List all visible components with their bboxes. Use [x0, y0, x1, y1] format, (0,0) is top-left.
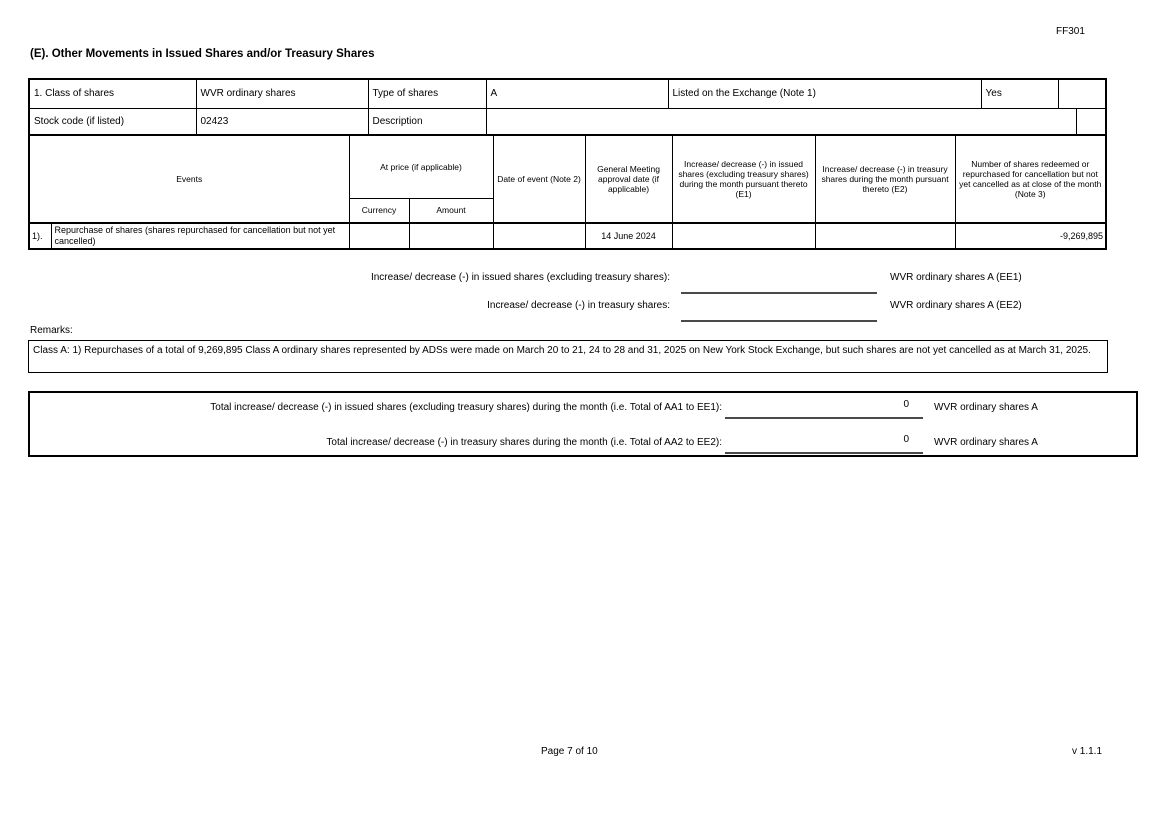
description-value	[486, 108, 1076, 135]
table-row	[29, 108, 1106, 135]
stock-code-value: 02423	[196, 108, 368, 135]
total-treasury-label: Total increase/ decrease (-) in treasury shares during the month (i.e. Total of AA2 to EE2):	[326, 437, 722, 448]
e2-value	[815, 223, 955, 249]
table-row	[29, 79, 1106, 108]
empty-cell	[1058, 79, 1106, 108]
type-of-shares-label: Type of shares	[368, 79, 486, 108]
gm-approval-header: General Meeting approval date (if applicable)	[585, 135, 672, 223]
remarks-text: Class A: 1) Repurchases of a total of 9,269,895 Class A ordinary shares represented by ADSs were made on March 20 to 21, 24 to 28 and 31, 2025 on New York Stock Exchange, but such shares are not yet cancelled as at March 31, 2025.	[28, 340, 1108, 373]
movements-table	[28, 134, 1107, 250]
amount-header: Amount	[409, 198, 493, 223]
e2-header: Increase/ decrease (-) in treasury shares during the month pursuant thereto (E2)	[815, 135, 955, 223]
date-of-event-header: Date of event (Note 2)	[493, 135, 585, 223]
at-price-header: At price (if applicable)	[349, 135, 493, 198]
ee1-value-line	[681, 278, 877, 294]
total-issued-value: 0	[725, 399, 923, 419]
total-issued-share-class: WVR ordinary shares A	[934, 402, 1038, 413]
description-label: Description	[368, 108, 486, 135]
remarks-label: Remarks:	[30, 325, 73, 336]
redeemed-value: -9,269,895	[955, 223, 1106, 249]
totals-box	[28, 391, 1138, 457]
event-number: 1).	[29, 223, 51, 249]
e1-header: Increase/ decrease (-) in issued shares (excluding treasury shares) during the month pursuant thereto (E1)	[672, 135, 815, 223]
form-code: FF301	[1056, 26, 1085, 37]
section-title: (E). Other Movements in Issued Shares and/or Treasury Shares	[30, 48, 375, 60]
ee2-value-line	[681, 306, 877, 322]
ee2-share-class: WVR ordinary shares A (EE2)	[890, 300, 1022, 311]
table-header-row	[29, 135, 1106, 198]
ee1-share-class: WVR ordinary shares A (EE1)	[890, 272, 1022, 283]
page-number: Page 7 of 10	[541, 746, 598, 757]
ee2-label: Increase/ decrease (-) in treasury shares:	[487, 300, 670, 311]
total-issued-label: Total increase/ decrease (-) in issued shares (excluding treasury shares) during the month (i.e. Total of AA1 to EE1):	[210, 402, 722, 413]
ee1-label: Increase/ decrease (-) in issued shares (excluding treasury shares):	[370, 272, 670, 283]
currency-value	[349, 223, 409, 249]
class-of-shares-value: WVR ordinary shares	[196, 79, 368, 108]
gm-approval-value: 14 June 2024	[585, 223, 672, 249]
total-treasury-share-class: WVR ordinary shares A	[934, 437, 1038, 448]
redeemed-header: Number of shares redeemed or repurchased for cancellation but not yet cancelled as at close of the month (Note 3)	[955, 135, 1106, 223]
table-row	[29, 223, 1106, 249]
e1-value	[672, 223, 815, 249]
amount-value	[409, 223, 493, 249]
class-of-shares-label: 1. Class of shares	[29, 79, 196, 108]
date-of-event-value	[493, 223, 585, 249]
stock-code-label: Stock code (if listed)	[29, 108, 196, 135]
listed-on-exchange-label: Listed on the Exchange (Note 1)	[668, 79, 981, 108]
version-label: v 1.1.1	[1072, 746, 1103, 757]
events-header: Events	[29, 135, 349, 223]
event-description: Repurchase of shares (shares repurchased for cancellation but not yet cancelled)	[51, 223, 349, 249]
listed-on-exchange-value: Yes	[981, 79, 1058, 108]
share-info-table	[28, 78, 1107, 136]
empty-cell	[1076, 108, 1106, 135]
type-of-shares-value: A	[486, 79, 668, 108]
currency-header: Currency	[349, 198, 409, 223]
total-treasury-value: 0	[725, 434, 923, 454]
